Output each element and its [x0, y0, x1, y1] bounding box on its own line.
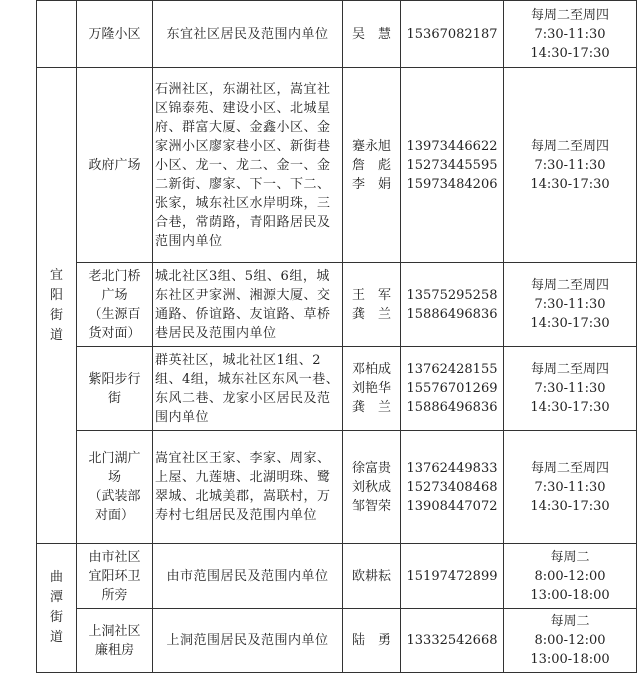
location-cell [77, 431, 153, 544]
location-cell [77, 347, 153, 431]
cell-line: 14:30-17:30 [530, 176, 610, 192]
street-cell [37, 1, 77, 68]
time-cell [504, 609, 637, 673]
cell-line: 万隆小区 [88, 26, 141, 42]
cell-line: 13908447072 [406, 498, 498, 514]
location-cell [77, 68, 153, 263]
cell-line: 龚 兰 [351, 400, 391, 415]
cell-line: 王 军 [351, 287, 391, 303]
cell-line: 7:30-11:30 [534, 479, 606, 495]
street-char: 阳 [49, 287, 63, 303]
table-row [37, 431, 637, 544]
cell-line: 龚 兰 [351, 306, 391, 322]
street-char: 宜 [49, 267, 63, 283]
cell-line: （武装部 [88, 489, 141, 504]
area-cell: 石洲社区，东湖社区，嵩宜社区锦泰苑、建设小区、北城星府、群富大厦、金鑫小区、金家洲小区廖家巷小区、新街巷小区、龙一、龙二、金一、金二新街、廖家、下一、下二、张家，城东社区水岸明珠，三合巷，常荫路，青阳路居民及范围内单位 [153, 68, 343, 263]
cell-line: 14:30-17:30 [530, 400, 610, 415]
time-cell [504, 68, 637, 263]
cell-line: 吴 慧 [351, 26, 391, 42]
cell-line: 街 [107, 390, 121, 406]
cell-line: 詹 彪 [351, 157, 391, 173]
cell-line: 13:00-18:00 [530, 587, 610, 603]
cell-line: 13762449833 [406, 460, 498, 476]
cell-line: 7:30-11:30 [534, 157, 606, 173]
cell-line: 所旁 [101, 587, 128, 603]
cell-line: 广场 [101, 287, 128, 303]
location-cell [77, 609, 153, 673]
cell-line: 14:30-17:30 [530, 498, 610, 514]
cell-line: 上洞社区 [88, 623, 141, 639]
contact-person-cell [343, 1, 401, 68]
cell-line: 陆 勇 [351, 633, 391, 648]
cell-line: 欧耕耘 [351, 568, 391, 584]
cell-line: 刘秋成 [351, 479, 391, 495]
phone-cell [401, 68, 504, 263]
cell-line: 场 [107, 470, 121, 485]
cell-line: 蹇永旭 [351, 138, 391, 154]
area-cell: 由市范围居民及范围内单位 [153, 544, 343, 609]
cell-line: 13575295258 [406, 287, 498, 303]
location-cell [77, 263, 153, 347]
cell-line: 15886496836 [406, 400, 498, 415]
street-char: 曲 [49, 570, 63, 585]
cell-line: 15197472899 [406, 568, 498, 584]
table-row [37, 609, 637, 673]
phone-cell [401, 431, 504, 544]
location-cell [77, 1, 153, 68]
cell-line: 15367082187 [406, 26, 498, 42]
street-char: 道 [49, 327, 63, 343]
cell-line: 徐富贵 [351, 460, 391, 476]
cell-line: 14:30-17:30 [530, 316, 610, 331]
street-char: 道 [49, 630, 63, 645]
cell-line: 邓柏成 [351, 362, 391, 377]
contact-person-cell [343, 347, 401, 431]
cell-line: 邹智荣 [351, 498, 391, 514]
street-char: 潭 [49, 590, 63, 605]
cell-line: 7:30-11:30 [534, 297, 606, 312]
cell-line: 每周二至周四 [530, 7, 609, 23]
street-cell [37, 544, 77, 673]
area-cell: 东宜社区居民及范围内单位 [153, 1, 343, 68]
schedule-table [36, 0, 637, 673]
cell-line: 13973446622 [406, 138, 498, 154]
cell-line: 老北门桥 [88, 268, 141, 284]
contact-person-cell [343, 68, 401, 263]
cell-line: 每周二 [550, 549, 590, 565]
cell-line: 每周二至周四 [530, 138, 609, 154]
cell-line: 李 娟 [351, 176, 391, 192]
area-cell: 群英社区，城北社区1组、2组、4组，城东社区东风一巷、东风二巷、龙家小区居民及范围内单位 [153, 347, 343, 431]
cell-line: 由市社区 [88, 549, 141, 565]
cell-line: 对面） [94, 508, 134, 523]
cell-line: 8:00-12:00 [534, 633, 606, 648]
area-cell: 上洞范围居民及范围内单位 [153, 609, 343, 673]
location-cell [77, 544, 153, 609]
cell-line: 紫阳步行 [88, 371, 141, 387]
cell-line: 货对面） [88, 325, 141, 341]
cell-line: 15973484206 [406, 176, 498, 192]
cell-line: 8:00-12:00 [534, 568, 606, 584]
cell-line: 14:30-17:30 [530, 45, 610, 61]
phone-cell [401, 609, 504, 673]
cell-line: （生源百 [88, 306, 141, 322]
cell-line: 每周二至周四 [530, 460, 609, 476]
cell-line: 15273445595 [406, 157, 498, 173]
cell-line: 15576701269 [406, 381, 498, 396]
street-cell [37, 68, 77, 544]
cell-line: 政府广场 [88, 157, 141, 173]
time-cell [504, 544, 637, 609]
cell-line: 廉租房 [94, 642, 134, 658]
cell-line: 13762428155 [406, 362, 498, 377]
phone-cell [401, 263, 504, 347]
cell-line: 北门湖广 [88, 451, 141, 466]
cell-line: 7:30-11:30 [534, 381, 606, 396]
street-char: 街 [49, 610, 63, 625]
contact-person-cell [343, 609, 401, 673]
area-cell: 嵩宜社区王家、李家、周家、上屋、九莲塘、北湖明珠、鹭翠城、北城美郡，嵩联村，万寿村七组居民及范围内单位 [153, 431, 343, 544]
area-cell: 城北社区3组、5组、6组，城东社区尹家洲、湘源大厦、交通路、侨谊路、友谊路、草桥巷居民及范围内单位 [153, 263, 343, 347]
cell-line: 15273408468 [406, 479, 498, 495]
time-cell [504, 347, 637, 431]
cell-line: 7:30-11:30 [534, 26, 606, 42]
table-row [37, 68, 637, 263]
table-row [37, 263, 637, 347]
street-char: 街 [49, 307, 63, 323]
cell-line: 每周二至周四 [530, 278, 609, 293]
contact-person-cell [343, 544, 401, 609]
cell-line: 13:00-18:00 [530, 652, 610, 667]
cell-line: 15886496836 [406, 306, 498, 322]
phone-cell [401, 544, 504, 609]
cell-line: 每周二 [550, 614, 590, 629]
contact-person-cell [343, 263, 401, 347]
time-cell [504, 263, 637, 347]
phone-cell [401, 1, 504, 68]
table-row [37, 544, 637, 609]
time-cell [504, 1, 637, 68]
table-row [37, 347, 637, 431]
cell-line: 13332542668 [406, 633, 498, 648]
time-cell [504, 431, 637, 544]
table-row [37, 1, 637, 68]
cell-line: 每周二至周四 [530, 362, 609, 377]
cell-line: 刘艳华 [351, 381, 391, 396]
cell-line: 宜阳环卫 [88, 568, 141, 584]
contact-person-cell [343, 431, 401, 544]
phone-cell [401, 347, 504, 431]
